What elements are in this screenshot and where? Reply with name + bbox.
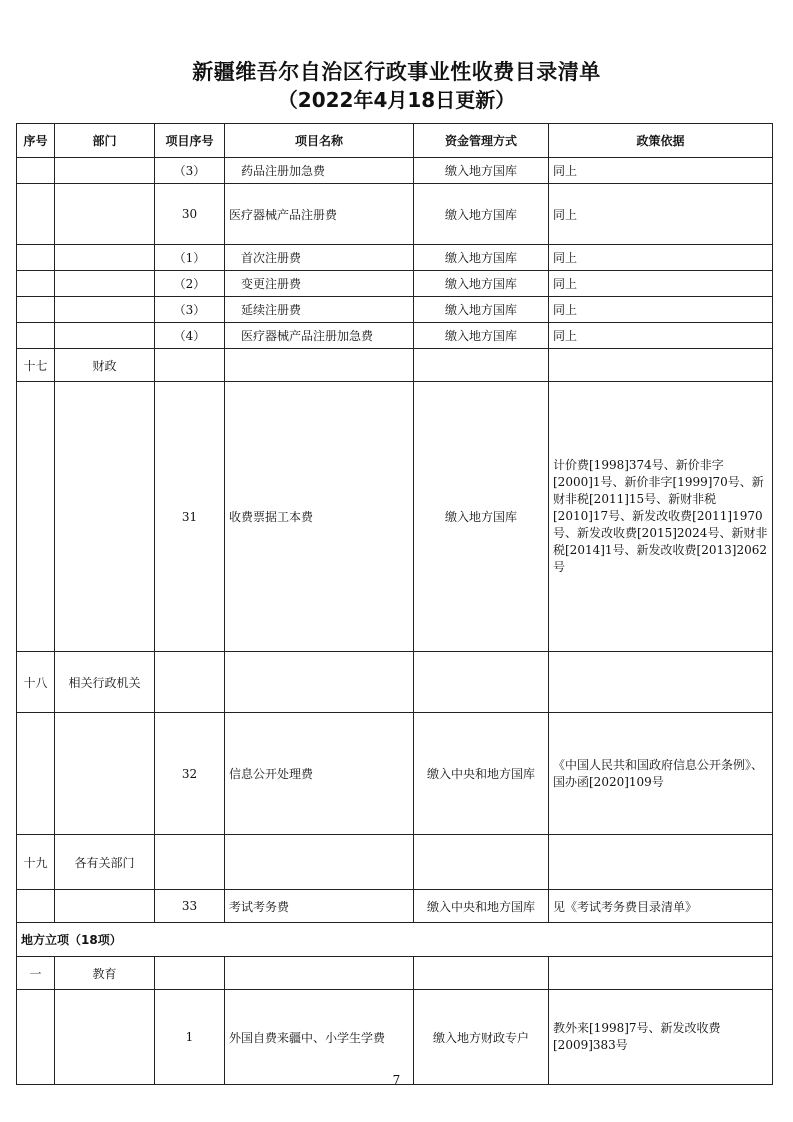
cell-item-name: 延续注册费 [225, 297, 414, 323]
cell-seq: 十七 [17, 349, 55, 382]
cell-fund-mgmt: 缴入地方国库 [414, 184, 549, 245]
table-row [17, 297, 773, 323]
cell-policy [549, 349, 773, 382]
cell-item-no: （4） [155, 323, 225, 349]
cell-fund-mgmt [414, 835, 549, 890]
cell-item-no: 31 [155, 382, 225, 652]
table-row [17, 158, 773, 184]
cell-fund-mgmt [414, 957, 549, 990]
cell-seq [17, 184, 55, 245]
table-row [17, 890, 773, 923]
cell-fund-mgmt: 缴入地方国库 [414, 297, 549, 323]
cell-dept [55, 382, 155, 652]
cell-seq [17, 990, 55, 1085]
cell-item-no: 33 [155, 890, 225, 923]
cell-policy: 计价费[1998]374号、新价非字[2000]1号、新价非字[1999]70号、新财非税[2011]15号、新财非税[2010]17号、新发改收费[2011]1970号、新发改收费[2015]2024号、新财非税[2014]1号、新发改收费[2013]2062号 [549, 382, 773, 652]
cell-item-no: （1） [155, 245, 225, 271]
cell-item-no [155, 957, 225, 990]
cell-policy: 同上 [549, 245, 773, 271]
cell-item-no: 30 [155, 184, 225, 245]
cell-dept [55, 713, 155, 835]
table-row [17, 713, 773, 835]
cell-fund-mgmt: 缴入地方国库 [414, 271, 549, 297]
table-row [17, 184, 773, 245]
cell-dept [55, 184, 155, 245]
cell-policy [549, 652, 773, 713]
cell-item-name: 信息公开处理费 [225, 713, 414, 835]
section-heading: 地方立项（18项） [17, 923, 773, 957]
cell-seq [17, 382, 55, 652]
cell-dept: 财政 [55, 349, 155, 382]
cell-dept: 各有关部门 [55, 835, 155, 890]
cell-item-name [225, 835, 414, 890]
cell-dept [55, 297, 155, 323]
header-item-no: 项目序号 [155, 124, 225, 158]
table-row [17, 323, 773, 349]
cell-seq [17, 297, 55, 323]
cell-seq [17, 158, 55, 184]
cell-seq [17, 890, 55, 923]
cell-item-no: 1 [155, 990, 225, 1085]
table-row [17, 349, 773, 382]
header-dept: 部门 [55, 124, 155, 158]
cell-seq [17, 713, 55, 835]
cell-item-name: 药品注册加急费 [225, 158, 414, 184]
header-item-name: 项目名称 [225, 124, 414, 158]
cell-seq [17, 271, 55, 297]
cell-item-no: （2） [155, 271, 225, 297]
cell-policy: 同上 [549, 184, 773, 245]
table-row [17, 382, 773, 652]
cell-item-no [155, 349, 225, 382]
table-row [17, 245, 773, 271]
cell-fund-mgmt [414, 652, 549, 713]
cell-item-name: 收费票据工本费 [225, 382, 414, 652]
document-title: 新疆维吾尔自治区行政事业性收费目录清单 [192, 60, 601, 84]
table-row [17, 990, 773, 1085]
cell-item-name [225, 652, 414, 713]
cell-item-name: 外国自费来疆中、小学生学费 [225, 990, 414, 1085]
cell-fund-mgmt: 缴入中央和地方国库 [414, 713, 549, 835]
cell-item-no: （3） [155, 297, 225, 323]
cell-item-name: 考试考务费 [225, 890, 414, 923]
cell-policy [549, 835, 773, 890]
cell-dept: 相关行政机关 [55, 652, 155, 713]
table-row [17, 652, 773, 713]
cell-item-no: （3） [155, 158, 225, 184]
cell-fund-mgmt: 缴入地方国库 [414, 382, 549, 652]
document-subtitle: （2022年4月18日更新） [277, 88, 516, 112]
cell-fund-mgmt: 缴入中央和地方国库 [414, 890, 549, 923]
cell-fund-mgmt: 缴入地方国库 [414, 323, 549, 349]
table-row [17, 271, 773, 297]
page-number: 7 [392, 1073, 401, 1087]
cell-item-no [155, 835, 225, 890]
cell-policy: 同上 [549, 158, 773, 184]
cell-dept [55, 271, 155, 297]
fee-catalog-table [16, 123, 773, 1085]
cell-policy: 教外来[1998]7号、新发改收费[2009]383号 [549, 990, 773, 1085]
cell-policy: 同上 [549, 297, 773, 323]
cell-fund-mgmt: 缴入地方国库 [414, 245, 549, 271]
cell-dept [55, 990, 155, 1085]
cell-item-name: 医疗器械产品注册费 [225, 184, 414, 245]
cell-item-name: 首次注册费 [225, 245, 414, 271]
cell-dept: 教育 [55, 957, 155, 990]
cell-policy: 同上 [549, 271, 773, 297]
cell-item-name [225, 957, 414, 990]
cell-dept [55, 323, 155, 349]
cell-item-name [225, 349, 414, 382]
table-header-row [17, 124, 773, 158]
cell-dept [55, 245, 155, 271]
table-row [17, 835, 773, 890]
header-seq: 序号 [17, 124, 55, 158]
section-row [17, 923, 773, 957]
cell-fund-mgmt: 缴入地方财政专户 [414, 990, 549, 1085]
cell-seq: 十八 [17, 652, 55, 713]
cell-item-name: 医疗器械产品注册加急费 [225, 323, 414, 349]
cell-dept [55, 158, 155, 184]
cell-seq: 一 [17, 957, 55, 990]
header-policy: 政策依据 [549, 124, 773, 158]
cell-seq [17, 245, 55, 271]
cell-dept [55, 890, 155, 923]
cell-seq: 十九 [17, 835, 55, 890]
cell-policy: 《中国人民共和国政府信息公开条例》、国办函[2020]109号 [549, 713, 773, 835]
cell-policy [549, 957, 773, 990]
cell-fund-mgmt [414, 349, 549, 382]
cell-fund-mgmt: 缴入地方国库 [414, 158, 549, 184]
table-row [17, 957, 773, 990]
cell-policy: 同上 [549, 323, 773, 349]
cell-policy: 见《考试考务费目录清单》 [549, 890, 773, 923]
header-fund-mgmt: 资金管理方式 [414, 124, 549, 158]
cell-item-no: 32 [155, 713, 225, 835]
cell-item-no [155, 652, 225, 713]
cell-seq [17, 323, 55, 349]
cell-item-name: 变更注册费 [225, 271, 414, 297]
